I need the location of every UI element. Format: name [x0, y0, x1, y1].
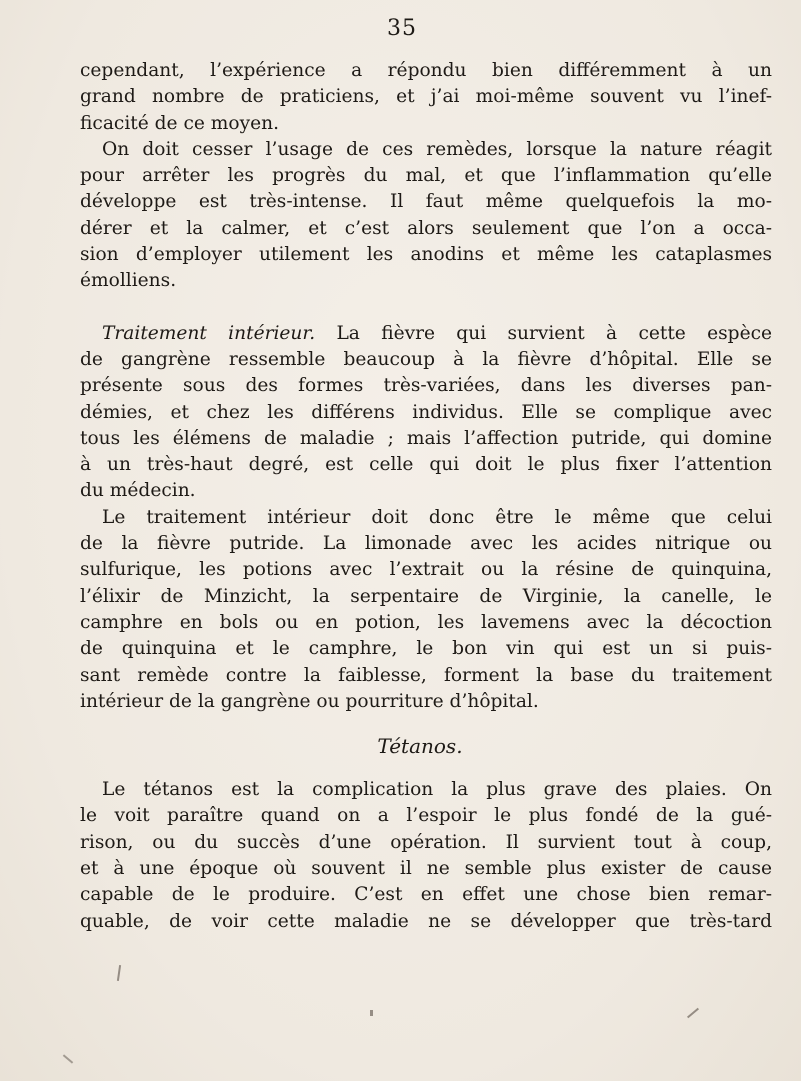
- text-line: [80, 321, 772, 347]
- paragraph-4: [80, 505, 772, 715]
- text-line: rison, ou du succès d’une opération. Il survient tout à coup,: [80, 831, 772, 853]
- paragraph-3: [80, 321, 772, 505]
- stray-mark: [63, 1054, 73, 1063]
- text-line: de la fièvre putride. La limonade avec les acides nitrique ou: [80, 533, 772, 555]
- stray-mark: [687, 1008, 699, 1019]
- text-line: du médecin.: [80, 480, 196, 502]
- text-line: cependant, l’expérience a répondu bien différemment à un: [80, 60, 772, 81]
- text-line: développe est très-intense. Il faut même quelquefois la mo-: [80, 191, 772, 213]
- text-line: ficacité de ce moyen.: [80, 112, 280, 134]
- text-line: de quinquina et le camphre, le bon vin qui est un si puis-: [80, 638, 772, 660]
- text-line: le voit paraître quand on a l’espoir le plus fondé de la gué-: [80, 805, 772, 827]
- paragraph-5: [80, 777, 772, 935]
- text-line: et à une époque où souvent il ne semble plus exister de cause: [80, 858, 772, 880]
- page-number: 35: [387, 16, 417, 41]
- text-line-rest: La fièvre qui survient à cette espèce: [315, 322, 772, 344]
- text-line: intérieur de la gangrène ou pourriture d’hôpital.: [80, 690, 539, 712]
- paragraph-2: [80, 137, 772, 295]
- text-line: sion d’employer utilement les anodins et même les cataplasmes: [80, 244, 772, 266]
- text-line: Le traitement intérieur doit donc être le même que celui: [102, 506, 772, 528]
- text-line: On doit cesser l’usage de ces remèdes, lorsque la nature réagit: [102, 138, 772, 160]
- text-line: tous les élémens de maladie ; mais l’affection putride, qui domine: [80, 427, 772, 449]
- text-line: de gangrène ressemble beaucoup à la fièvre d’hôpital. Elle se: [80, 348, 772, 370]
- paragraph-1: [80, 58, 772, 137]
- stray-mark: [370, 1010, 373, 1016]
- text-line: émolliens.: [80, 270, 177, 292]
- text-line: présente sous des formes très-variées, dans les diverses pan-: [80, 375, 772, 397]
- section-heading: Tétanos.: [377, 734, 463, 759]
- text-line: sulfurique, les potions avec l’extrait ou la résine de quinquina,: [80, 559, 772, 581]
- text-line: dérer et la calmer, et c’est alors seulement que l’on a occa-: [80, 217, 772, 239]
- text-line: quable, de voir cette maladie ne se développer que très-tard: [80, 910, 772, 932]
- text-line: grand nombre de praticiens, et j’ai moi-même souvent vu l’inef-: [80, 86, 772, 108]
- section-lead: Traitement intérieur.: [102, 322, 316, 344]
- text-line: démies, et chez les différens individus. Elle se complique avec: [80, 401, 772, 423]
- text-line: camphre en bols ou en potion, les lavemens avec la décoction: [80, 611, 772, 633]
- text-line: l’élixir de Minzicht, la serpentaire de Virginie, la canelle, le: [80, 585, 772, 607]
- text-line: pour arrêter les progrès du mal, et que l’inflammation qu’elle: [80, 165, 772, 187]
- stray-mark: [117, 965, 121, 981]
- body-text: [80, 58, 772, 935]
- text-line: à un très-haut degré, est celle qui doit le plus fixer l’attention: [80, 454, 772, 476]
- text-line: capable de le produire. C’est en effet une chose bien remar-: [80, 884, 772, 906]
- text-line: sant remède contre la faiblesse, forment la base du traitement: [80, 664, 772, 686]
- text-line: Le tétanos est la complication la plus grave des plaies. On: [102, 779, 772, 801]
